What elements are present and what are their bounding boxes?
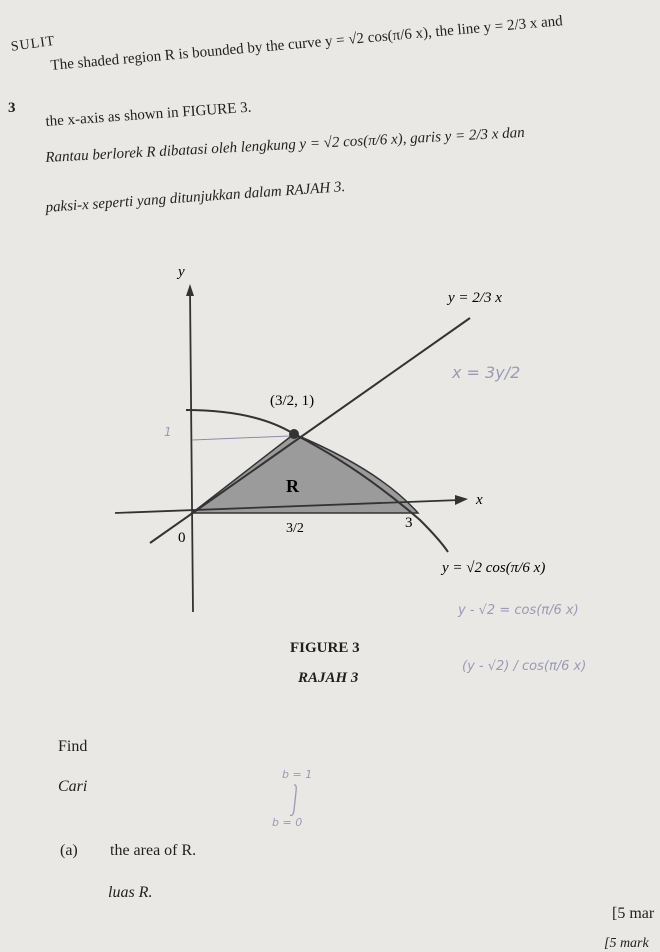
question-malay-line-1: Rantau berlorek R dibatasi oleh lengkung y = √2 cos(π/6 x), garis y = 2/3 x dan: [45, 124, 526, 166]
find-label: Find: [58, 738, 88, 755]
x-axis-label: x: [476, 492, 483, 508]
intersection-point: [289, 429, 299, 439]
tick-3-label: 3: [405, 515, 413, 531]
handwritten-note-2: y - √2 = cos(π/6 x): [458, 603, 579, 618]
cari-label: Cari: [58, 778, 88, 795]
handwritten-note-1: x = 3y/2: [452, 363, 521, 382]
y-axis-label: y: [178, 264, 185, 280]
question-malay-line-2: paksi-x seperti yang ditunjukkan dalam RAJAH 3.: [45, 179, 346, 216]
marks-label-secondary: [5 mark: [604, 936, 649, 951]
rajah-caption: RAJAH 3: [298, 670, 359, 686]
region-label: R: [286, 476, 299, 496]
marks-label: [5 mar: [612, 905, 655, 922]
line-label: y = 2/3 x: [448, 290, 502, 306]
tick-3-over-2-label: 3/2: [286, 521, 304, 536]
sulit-header: SULIT: [10, 33, 57, 55]
question-english-line-2: the x-axis as shown in FIGURE 3.: [45, 99, 252, 130]
handwritten-left-tick: 1: [164, 425, 172, 439]
curve-label: y = √2 cos(π/6 x): [442, 560, 546, 576]
question-number: 3: [8, 100, 16, 116]
handwritten-integral-sign: [290, 785, 296, 816]
figure-caption: FIGURE 3: [290, 640, 360, 656]
shaded-region-r: [192, 434, 418, 513]
point-label: (3/2, 1): [270, 393, 315, 409]
handwritten-bound-upper: b = 1: [282, 768, 313, 781]
question-english-line-1: The shaded region R is bounded by the curve y = √2 cos(π/6 x), the line y = 2/3 x and: [50, 13, 564, 74]
part-a-malay: luas R.: [108, 884, 153, 901]
handwritten-bound-lower: b = 0: [272, 816, 303, 829]
pencil-line: [192, 436, 290, 440]
part-a-label: (a): [60, 842, 78, 859]
y-axis: [190, 290, 193, 612]
handwritten-note-3: (y - √2) / cos(π/6 x): [462, 659, 587, 674]
y-axis-arrow: [186, 284, 194, 296]
origin-label: 0: [178, 530, 186, 546]
part-a-text: the area of R.: [110, 842, 197, 859]
x-axis-arrow: [455, 495, 468, 505]
